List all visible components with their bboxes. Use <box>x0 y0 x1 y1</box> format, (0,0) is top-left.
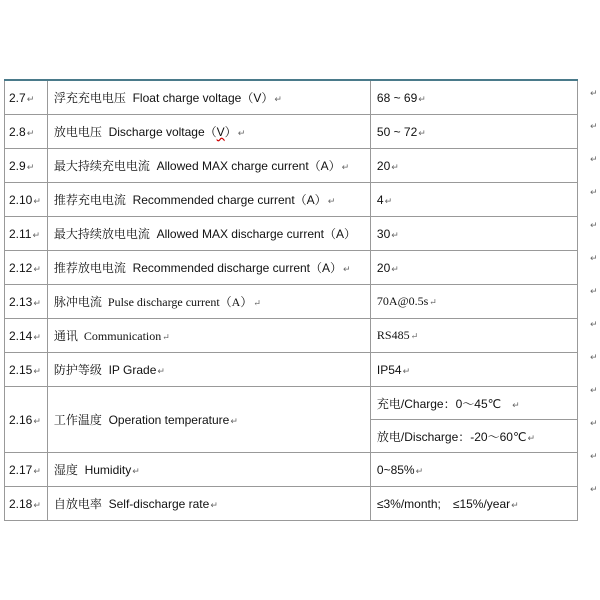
item-name: 通讯 Communication↵ <box>47 319 370 353</box>
item-name: 最大持续放电电流 Allowed MAX discharge current（A） <box>47 217 370 251</box>
item-value: 4↵ <box>370 183 577 217</box>
table-row <box>5 285 578 319</box>
row-number: 2.10↵ <box>5 183 48 217</box>
row-number: 2.15↵ <box>5 353 48 387</box>
row-number: 2.11↵ <box>5 217 48 251</box>
table-row <box>5 487 578 521</box>
row-end-mark: ↵ <box>590 121 598 131</box>
row-end-mark: ↵ <box>590 154 598 164</box>
row-number: 2.16↵ <box>5 387 48 453</box>
page-header-area <box>0 0 600 80</box>
item-name: 推荐放电电流 Recommended discharge current（A）↵ <box>47 251 370 285</box>
row-number: 2.18↵ <box>5 487 48 521</box>
item-value: 50 ~ 72↵ <box>370 115 577 149</box>
row-number: 2.7↵ <box>5 80 48 115</box>
item-value: RS485↵ <box>370 319 577 353</box>
item-name: 工作温度 Operation temperature↵ <box>47 387 370 453</box>
table-row <box>5 251 578 285</box>
item-name: 推荐充电电流 Recommended charge current（A）↵ <box>47 183 370 217</box>
item-value: IP54↵ <box>370 353 577 387</box>
table-row <box>5 453 578 487</box>
row-end-mark: ↵ <box>590 187 598 197</box>
item-name: 防护等级 IP Grade↵ <box>47 353 370 387</box>
row-end-mark: ↵ <box>590 451 598 461</box>
row-number: 2.8↵ <box>5 115 48 149</box>
item-name: 脉冲电流 Pulse discharge current（A）↵ <box>47 285 370 319</box>
row-end-mark: ↵ <box>590 319 598 329</box>
item-name: 浮充充电电压 Float charge voltage（V）↵ <box>47 80 370 115</box>
row-end-mark: ↵ <box>590 352 598 362</box>
item-value: 20↵ <box>370 251 577 285</box>
table-row <box>5 319 578 353</box>
item-name: 最大持续充电电流 Allowed MAX charge current（A）↵ <box>47 149 370 183</box>
table-row <box>5 217 578 251</box>
item-name: 湿度 Humidity↵ <box>47 453 370 487</box>
item-name: 自放电率 Self-discharge rate↵ <box>47 487 370 521</box>
table-row <box>5 149 578 183</box>
row-end-mark: ↵ <box>590 220 598 230</box>
row-end-mark: ↵ <box>590 385 598 395</box>
row-end-mark: ↵ <box>590 418 598 428</box>
row-end-mark: ↵ <box>590 88 598 98</box>
table-row <box>5 80 578 115</box>
row-end-mark: ↵ <box>590 286 598 296</box>
table-row <box>5 115 578 149</box>
table-row <box>5 183 578 217</box>
table-row <box>5 353 578 387</box>
item-name: 放电电压 Discharge voltage（V）↵ <box>47 115 370 149</box>
item-value: ≤3%/month; ≤15%/year↵ <box>370 487 577 521</box>
item-value-charge: 充电/Charge：0～45℃ ↵ <box>370 387 577 420</box>
item-value: 20↵ <box>370 149 577 183</box>
row-number: 2.12↵ <box>5 251 48 285</box>
row-end-mark: ↵ <box>590 484 598 494</box>
item-value: 30↵ <box>370 217 577 251</box>
item-value: 0~85%↵ <box>370 453 577 487</box>
row-number: 2.17↵ <box>5 453 48 487</box>
row-end-mark: ↵ <box>590 253 598 263</box>
row-number: 2.13↵ <box>5 285 48 319</box>
row-number: 2.14↵ <box>5 319 48 353</box>
item-value: 68 ~ 69↵ <box>370 80 577 115</box>
spec-table <box>4 79 578 521</box>
table-row <box>5 387 578 420</box>
row-number: 2.9↵ <box>5 149 48 183</box>
item-value-discharge: 放电/Discharge：-20～60℃↵ <box>370 420 577 453</box>
item-value: 70A@0.5s↵ <box>370 285 577 319</box>
